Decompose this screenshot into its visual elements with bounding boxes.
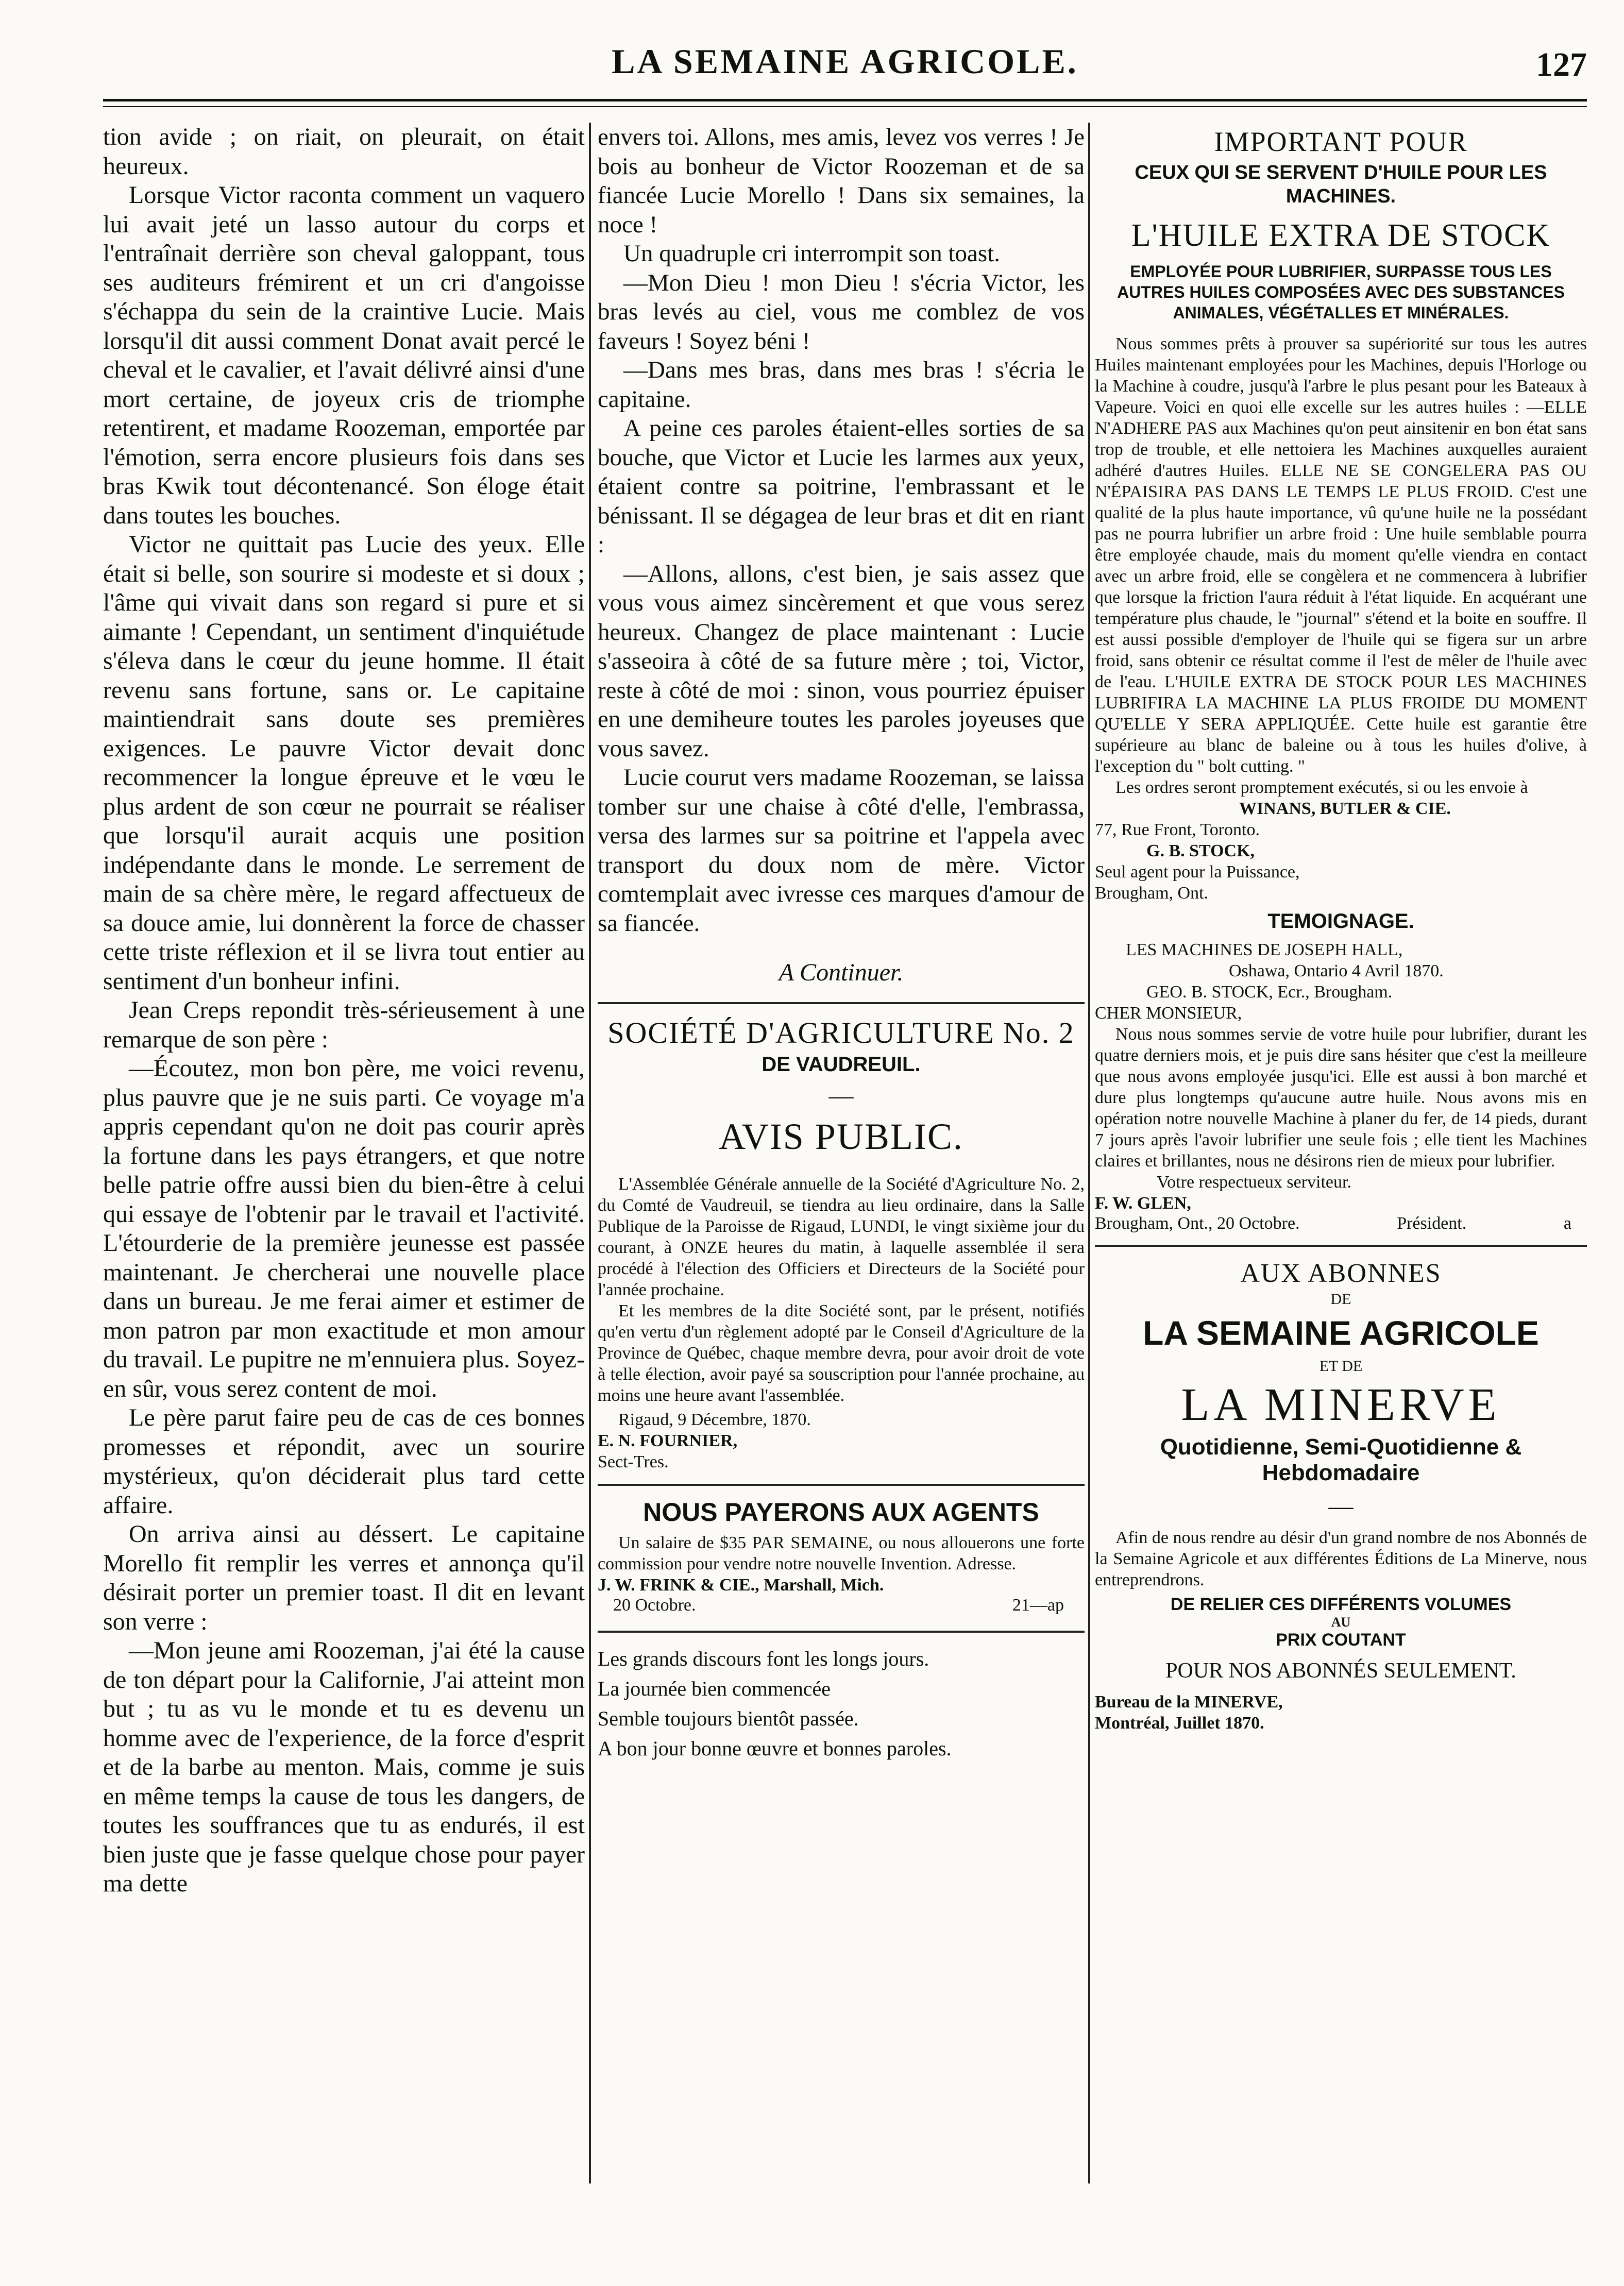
story-paragraph: —Mon jeune ami Roozeman, j'ai été la cause de ton départ pour la Californie, J'ai atteint mon but ; tu as vu le monde et tu es devenu un homme avec de l'experience, de la force d'esprit et de la barbe au menton. Mais, comme je suis en même temps la cause de tous les dangers, de toutes les souffrances que tu as endurés, il est bien juste que je fasse quelque chose pour payer ma dette	[103, 1637, 585, 1897]
temoignage-title: TEMOIGNAGE.	[1267, 910, 1414, 933]
winans-address: 77, Rue Front, Toronto.	[1095, 820, 1260, 839]
column-middle	[598, 123, 1085, 1764]
bureau-minerve: Bureau de la MINERVE,	[1095, 1692, 1283, 1712]
story-paragraph: Lucie courut vers madame Roozeman, se laissa tomber sur une chaise à côté d'elle, l'embrassa, versa des larmes sur sa poitrine et l'appela avec transport du doux nom de mère. Victor comtemplait avec ivresse ces marques d'amour de sa fiancée.	[598, 764, 1085, 937]
et-de: ET DE	[1319, 1358, 1363, 1375]
section-rule	[598, 1002, 1085, 1004]
poem-line: A bon jour bonne œuvre et bonnes paroles.	[598, 1737, 952, 1760]
column-right-ads	[1095, 123, 1587, 1734]
agents-address: J. W. FRINK & CIE., Marshall, Mich.	[598, 1576, 884, 1595]
au-label: AU	[1331, 1615, 1351, 1630]
stock-role: Seul agent pour la Puissance,	[1095, 862, 1300, 882]
stock-name: G. B. STOCK,	[1146, 841, 1255, 860]
important-title: IMPORTANT POUR	[1214, 126, 1468, 157]
minerve-editions: Quotidienne, Semi-Quotidienne & Hebdomadaire	[1160, 1434, 1522, 1485]
story-paragraph: —Écoutez, mon bon père, me voici revenu, plus pauvre que je ne suis parti. Ce voyage m'a appris cependant qu'on ne doit pas courir après la fortune dans les pays étrangers, et que notre belle patrie offre aussi bien du bien-être à celui qui essaye de l'obtenir par le travail et l'activité. L'étourderie de la première jeunesse est passée maintenant. Je chercherai une nouvelle place dans un bureau. Je me ferai aimer et estimer de mon patron par mon exactitude et mon amour du travail. Le pupitre ne m'ennuiera plus. Soyez-en sûr, vous serez content de moi.	[103, 1055, 585, 1402]
story-paragraph: Jean Creps repondit très-sérieusement à une remarque de son père :	[103, 996, 585, 1053]
header-rule-thin	[103, 106, 1587, 107]
newspaper-title: LA SEMAINE AGRICOLE.	[612, 42, 1078, 81]
agents-code: 21—ap	[1012, 1596, 1064, 1615]
agents-body: Un salaire de $35 PAR SEMAINE, ou nous allouerons une forte commission pour vendre notre nouvelle Invention. Adresse.	[598, 1533, 1085, 1573]
societe-subtitle: DE VAUDREUIL.	[762, 1053, 921, 1076]
winans: WINANS, BUTLER & CIE.	[1239, 799, 1451, 818]
bureau-date: Montréal, Juillet 1870.	[1095, 1714, 1264, 1733]
story-paragraph: Un quadruple cri interrompit son toast.	[623, 240, 1000, 267]
la-minerve: LA MINERVE	[1181, 1379, 1501, 1430]
aux-abonnes: AUX ABONNES	[1240, 1259, 1442, 1288]
societe-title: SOCIÉTÉ D'AGRICULTURE No. 2	[607, 1016, 1075, 1049]
poem-line: La journée bien commencée	[598, 1677, 831, 1700]
relier-volumes: DE RELIER CES DIFFÉRENTS VOLUMES	[1170, 1595, 1512, 1614]
agents-title: NOUS PAYERONS AUX AGENTS	[643, 1498, 1039, 1527]
poem-line: Semble toujours bientôt passée.	[598, 1707, 859, 1730]
abonnes-body: Afin de nous rendre au désir d'un grand nombre de nos Abonnés de la Semaine Agricole et aux différentes Éditions de La Minerve, nous entreprendrons.	[1095, 1528, 1587, 1589]
pour-abonnes: POUR NOS ABONNÉS SEULEMENT.	[1165, 1659, 1516, 1683]
story-paragraph: —Dans mes bras, dans mes bras ! s'écria le capitaine.	[598, 357, 1085, 413]
testimonial-signer: F. W. GLEN,	[1095, 1194, 1191, 1213]
testimonial-salutation: CHER MONSIEUR,	[1095, 1004, 1242, 1023]
column-divider	[1088, 123, 1090, 2183]
oil-body: Nous sommes prêts à prouver sa supériorité sur tous les autres Huiles maintenant employées pour les Machines, depuis l'Horloge ou la Machine à coudre, jusqu'à l'arbre le plus pesant pour les Bateaux à Vapeure. Voici en quoi elle excelle sur les autres huiles : —ELLE N'ADHERE PAS aux Machines qu'on peut ainsitenir en bon état sans trop de trouble, et elle nettoiera les Machines auxquelles auraient adhéré d'autres Huiles. ELLE NE SE CONGELERA PAS OU N'ÉPAISIRA PAS DANS LE TEMPS LE PLUS FROID. C'est une qualité de la plus haute importance, vû qu'une huile ne la possédant pas ne pourra lubrifier un arbre froid : Une huile semblable pourra être employée chaude, mais du moment qu'elle viendra en contact avec un arbre froid, elle se congèlera et ne commencera à lubrifier que lorsque la friction l'aura réduit à l'état liquide. En acquérant une température plus chaude, le "journal" s'étend et la boite en souffre. Il est aussi possible d'employer de l'huile qui se figera sur un arbre froid, sans obtenir ce résultat comme il l'est de mêler de l'huile avec de l'eau. L'HUILE EXTRA DE STOCK POUR LES MACHINES LUBRIFIRA LA MACHINE LA PLUS FROIDE DU MOMENT QU'ELLE Y SERA APPLIQUÉE. Cette huile est garantie être supérieure au blanc de baleine ou à tous les huiles d'olive, à l'exception du " bolt cutting. "	[1095, 334, 1587, 776]
avis-public-title: AVIS PUBLIC.	[719, 1116, 963, 1157]
story-paragraph: Victor ne quittait pas Lucie des yeux. Elle était si belle, son sourire si modeste et si doux ; l'âme qui vivait dans son regard si pure et si aimante ! Cependant, un sentiment d'inquiétude s'éleva dans le cœur du jeune homme. Il était revenu sans fortune, sans or. Le capitaine maintiendrait sans doute ses premières exigences. Le pauvre Victor devait donc recommencer la longue épreuve et le vœu le plus ardent de son cœur ne pourrait se réaliser que lorsqu'il aurait acquis une position indépendante dans le monde. Le serrement de main de sa chère mère, le regard affectueux de sa douce amie, lui donnèrent la force de chasser cette triste réflexion et il se livra tout entier au sentiment d'un bonheur infini.	[103, 531, 585, 995]
testimonial-close: Votre respectueux serviteur.	[1157, 1173, 1351, 1192]
testimonial-header: LES MACHINES DE JOSEPH HALL,	[1126, 940, 1403, 959]
column-divider	[589, 123, 591, 2183]
testimonial-code: a	[1563, 1214, 1571, 1233]
testimonial-signer-title: Président.	[1397, 1214, 1467, 1233]
testimonial-body: Nous nous sommes servie de votre huile pour lubrifier, durant les quatre derniers mois, et je puis dire sans hésiter que c'est la meilleure que nous avons employée jusqu'ici. Elle est aussi à bon marché et dure plus longtemps qu'aucune autre huile. Nous avons mis en opération notre nouvelle Machine à planer du fer, de 14 pieds, durant 7 jours après l'avoir lubrifier une seule fois ; elle tient les Machines claires et brillantes, nous ne désirons rien de mieux pour lubrifier.	[1095, 1025, 1587, 1171]
oil-subtitle: EMPLOYÉE POUR LUBRIFIER, SURPASSE TOUS LES AUTRES HUILES COMPOSÉES AVEC DES SUBSTANCES ANIMALES, VÉGÉTALLES ET MINÉRALES.	[1117, 262, 1565, 322]
story-paragraph: —Allons, allons, c'est bien, je sais assez que vous vous aimez sincèrement et que vous serez heureux. Changez de place maintenant : Lucie s'asseoira à côté de sa future mère ; toi, Victor, reste à côté de moi : sinon, vous pourriez épuiser en une demiheure toutes les paroles joyeuses que vous savez.	[598, 560, 1085, 762]
section-rule	[598, 1484, 1085, 1486]
testimonial-place-date: Brougham, Ont., 20 Octobre.	[1095, 1214, 1300, 1233]
agents-date: 20 Octobre.	[613, 1596, 696, 1615]
testimonial-addressee: GEO. B. STOCK, Ecr., Brougham.	[1146, 983, 1393, 1002]
to-be-continued: A Continuer.	[779, 959, 904, 986]
oil-title: L'HUILE EXTRA DE STOCK	[1131, 218, 1551, 253]
prix-coutant: PRIX COUTANT	[1276, 1630, 1406, 1650]
aux-de: DE	[1330, 1291, 1351, 1308]
avis-paragraph: L'Assemblée Générale annuelle de la Société d'Agriculture No. 2, du Comté de Vaudreuil, se tiendra au lieu ordinaire, dans la Salle Publique de la Paroisse de Rigaud, LUNDI, le vingt sixième jour du courant, à ONZE heures du matin, à laquelle assemblée il sera procédé à l'élection des Officiers et Directeurs de la Société pour l'année prochaine.	[598, 1175, 1085, 1299]
section-rule	[1095, 1245, 1587, 1247]
avis-signer: E. N. FOURNIER,	[598, 1431, 738, 1450]
orders-text: Les ordres seront promptement exécutés, si ou les envoie à	[1115, 778, 1528, 797]
masthead	[103, 41, 1587, 98]
header-rule-thick	[103, 99, 1587, 101]
section-rule	[598, 1631, 1085, 1633]
story-paragraph: envers toi. Allons, mes amis, levez vos verres ! Je bois au bonheur de Victor Roozeman et de sa fiancée Lucie Morello ! Dans six semaines, la noce !	[598, 124, 1085, 238]
dash-divider: —	[828, 1082, 854, 1109]
story-paragraph: On arriva ainsi au déssert. Le capitaine Morello fit remplir les verres et annonça qu'il désirait porter un premier toast. Il dit en levant son verre :	[103, 1520, 585, 1635]
story-paragraph: Le père parut faire peu de cas de ces bonnes promesses et répondit, avec un sourire mystérieux, qu'on déciderait plus tard cette affaire.	[103, 1404, 585, 1519]
stock-place: Brougham, Ont.	[1095, 884, 1209, 903]
avis-paragraph: Et les membres de la dite Société sont, par le présent, notifiés qu'en vertu d'un règlement adopté par le Conseil d'Agriculture de la Province de Québec, chaque membre devra, pour avoir droit de vote à telle élection, avoir payé sa souscription pour l'année prochaine, au moins une heure avant l'assemblée.	[598, 1301, 1085, 1405]
story-paragraph: Lorsque Victor raconta comment un vaquero lui avait jeté un lasso autour du corps et l'entraînait derrière son cheval galoppant, tous ses auditeurs frémirent et un cri d'angoisse s'échappa du sein de la craintive Lucie. Mais lorsqu'il dit aussi comment Donat avait percé le cheval et le cavalier, et l'avait délivré ainsi d'une mort certaine, de joyeux cris de triomphe retentirent, et madame Roozeman, emportée par l'émotion, serra encore plusieurs fois dans ses bras Kwik tout décontenancé. Son éloge était dans toutes les bouches.	[103, 181, 585, 529]
important-subtitle: CEUX QUI SE SERVENT D'HUILE POUR LES MACHINES.	[1135, 162, 1547, 207]
avis-date: Rigaud, 9 Décembre, 1870.	[618, 1410, 811, 1429]
avis-signer-title: Sect-Tres.	[598, 1452, 669, 1471]
dash-divider: —	[1328, 1493, 1354, 1520]
poem-line: Les grands discours font les longs jours.	[598, 1647, 929, 1670]
la-semaine-agricole: LA SEMAINE AGRICOLE	[1143, 1314, 1539, 1352]
column-story-left	[103, 123, 585, 1899]
story-paragraph: —Mon Dieu ! mon Dieu ! s'écria Victor, les bras levés au ciel, vous me comblez de vos faveurs ! Soyez béni !	[598, 269, 1085, 354]
story-paragraph: A peine ces paroles étaient-elles sorties de sa bouche, que Victor et Lucie les larmes aux yeux, étaient contre sa poitrine, l'embrassant et le bénissant. Il se dégagea de leur bras et dit en riant :	[598, 415, 1085, 558]
page-number: 127	[1536, 46, 1587, 83]
story-paragraph: tion avide ; on riait, on pleurait, on était heureux.	[103, 123, 585, 180]
testimonial-date: Oshawa, Ontario 4 Avril 1870.	[1229, 961, 1444, 980]
